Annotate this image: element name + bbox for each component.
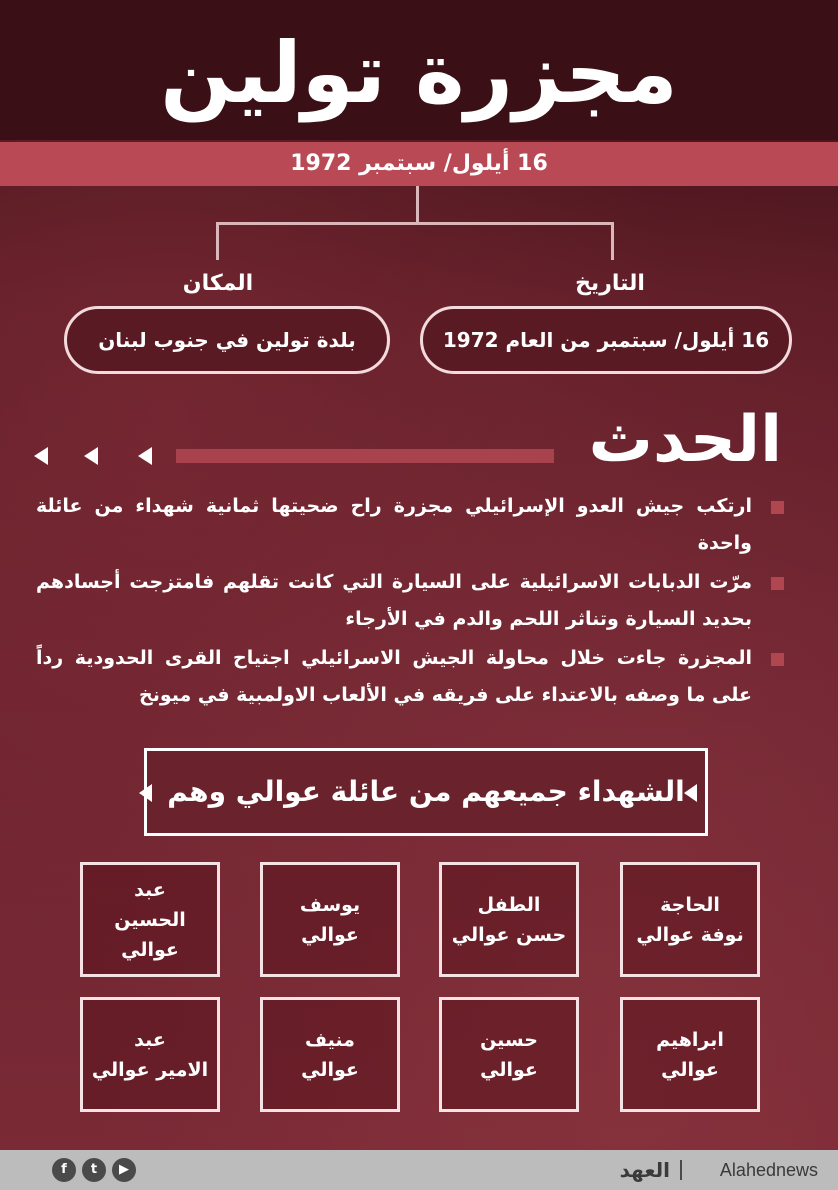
brand-name: Alahednews — [719, 1160, 818, 1180]
triangle-left-icon — [138, 447, 152, 465]
triangle-right-icon — [139, 784, 152, 802]
triangle-left-icon — [84, 447, 98, 465]
martyr-card: منيف عوالي — [260, 997, 400, 1112]
brand-separator — [680, 1160, 682, 1180]
facebook-icon[interactable]: f — [52, 1158, 76, 1182]
martyr-card: الحاجة نوفة عوالي — [620, 862, 760, 977]
date-banner: 16 أيلول/ سبتمبر 1972 — [290, 151, 548, 176]
date-value-pill: 16 أيلول/ سبتمبر من العام 1972 — [420, 306, 792, 374]
triangle-right-icon — [684, 784, 697, 802]
connector-left-drop — [216, 222, 219, 260]
event-bullet-list — [36, 488, 788, 716]
martyrs-grid — [78, 862, 760, 1112]
connector-right-drop — [611, 222, 614, 260]
martyr-card: عبد الامير عوالي — [80, 997, 220, 1112]
square-bullet-icon — [771, 653, 784, 666]
page-title: مجزرة تولين — [160, 24, 678, 122]
date-label: التاريخ — [575, 271, 645, 296]
square-bullet-icon — [771, 501, 784, 514]
place-label: المكان — [182, 271, 254, 296]
martyr-card: ابراهيم عوالي — [620, 997, 760, 1112]
connector-vertical — [416, 186, 419, 224]
list-item — [36, 564, 788, 638]
connector-horizontal — [216, 222, 614, 225]
martyr-card: حسين عوالي — [439, 997, 579, 1112]
event-heading: الحدث — [588, 403, 782, 477]
event-heading-rule — [176, 449, 554, 463]
martyrs-heading: الشهداء جميعهم من عائلة عوالي وهم — [167, 775, 685, 808]
youtube-icon[interactable]: ▶ — [112, 1158, 136, 1182]
bullet-text: المجزرة جاءت خلال محاولة الجيش الاسرائيلي اجتياح القرى الحدودية رداً على ما وصفه بالاعتداء على فريقه في الألعاب الاولمبية في ميونخ — [36, 647, 752, 706]
martyr-card: الطفل حسن عوالي — [439, 862, 579, 977]
list-item — [36, 640, 788, 714]
triangle-left-icon — [34, 447, 48, 465]
list-item — [36, 488, 788, 562]
martyrs-heading-box — [144, 748, 708, 836]
place-value-pill: بلدة تولين في جنوب لبنان — [64, 306, 390, 374]
footer-bar — [0, 1150, 838, 1190]
twitter-icon[interactable]: t — [82, 1158, 106, 1182]
martyr-card: يوسف عوالي — [260, 862, 400, 977]
martyr-card: عبد الحسين عوالي — [80, 862, 220, 977]
bullet-text: مرّت الدبابات الاسرائيلية على السيارة التي كانت تقلهم فامتزجت أجسادهم بحديد السيارة وتناثر اللحم والدم في الأرجاء — [36, 571, 752, 630]
bullet-text: ارتكب جيش العدو الإسرائيلي مجزرة راح ضحيتها ثمانية شهداء من عائلة واحدة — [36, 495, 752, 554]
square-bullet-icon — [771, 577, 784, 590]
brand-logo: العهد — [619, 1158, 670, 1182]
